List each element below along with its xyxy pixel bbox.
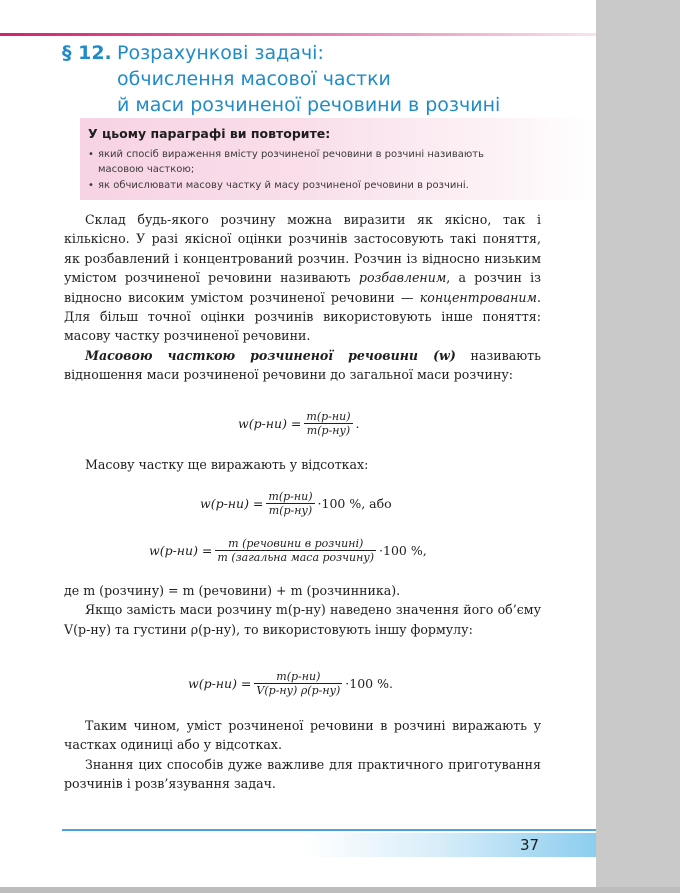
formula-2-denominator: m(р-ну) (268, 504, 313, 517)
paragraph-4-5 (64, 581, 541, 639)
heading-line-3: й маси розчиненої речовини в розчині (117, 94, 501, 116)
footer-band (62, 833, 596, 857)
formula-1-denominator: m(р-ну) (306, 424, 351, 437)
review-box (80, 118, 596, 200)
term-dilute: розбавленим (358, 270, 447, 286)
review-item-1 (88, 147, 548, 177)
formula-volume-density (188, 670, 393, 697)
formula-4-fraction (254, 670, 342, 697)
formula-4-denominator: V(р-ну) ρ(р-ну) (256, 684, 341, 697)
review-box-title: У цьому параграфі ви повторите: (88, 126, 331, 141)
heading-line-1: Розрахункові задачі: (117, 42, 324, 64)
formula-3-fraction (215, 537, 376, 564)
formula-1-fraction (304, 410, 352, 437)
formula-2-tail: ·100 %, або (317, 496, 392, 511)
review-item-1-line-2: масовою часткою; (98, 164, 195, 175)
p2-text: називають відношення маси розчиненої речовини до загальної маси розчину: (64, 347, 541, 383)
paragraph-3 (64, 455, 541, 474)
header-accent-line (0, 33, 596, 36)
formula-3-tail: ·100 %, (379, 543, 427, 558)
formula-1-lhs: w(р-ни) = (238, 416, 302, 431)
p6-text: Таким чином, уміст розчиненої речовини в розчині виражають у частках одиниці або у відсотках. (64, 718, 541, 753)
page-number: 37 (520, 836, 540, 854)
formula-percent-words (149, 537, 427, 564)
p1-text-2: , а розчин із відносно високим умістом розчиненої речовини — (64, 270, 541, 305)
p5-text: Якщо замість маси розчину m(р-ну) наведено значення його об’єму V(р-ну) та густини ρ(р-ну), то використовують іншу формулу: (64, 602, 541, 637)
formula-4-tail: ·100 %. (345, 676, 393, 691)
formula-2-numerator: m(р-ни) (268, 490, 313, 503)
p1-text-3: . Для більш точної оцінки розчинів використовують інше поняття: масову частку розчиненої речовини. (64, 289, 541, 344)
section-number: § 12. (62, 42, 112, 64)
heading-line-2: обчислення масової частки (117, 68, 391, 90)
formula-4-numerator: m(р-ни) (276, 670, 321, 683)
p3-text: Масову частку ще виражають у відсотках: (85, 457, 369, 472)
formula-2-fraction (266, 490, 314, 517)
review-item-2 (88, 178, 548, 193)
review-item-1-line-1: який спосіб вираження вмісту розчиненої речовини в розчині називають (98, 149, 484, 160)
bullet-icon: • (88, 149, 94, 160)
paragraph-6-7 (64, 716, 541, 794)
formula-4-lhs: w(р-ни) = (188, 676, 252, 691)
page-bottom-edge (0, 887, 680, 893)
formula-3-numerator: m (речовини в розчині) (228, 537, 364, 550)
formula-3-lhs: w(р-ни) = (149, 543, 213, 558)
formula-3-denominator: m (загальна маса розчину) (217, 551, 375, 564)
formula-percent (200, 490, 392, 517)
page-side-margin (596, 0, 680, 893)
p4-text: де m (розчину) = m (речовини) + m (розчинника). (64, 583, 401, 598)
formula-1-numerator: m(р-ни) (306, 410, 351, 423)
formula-1-tail: . (355, 416, 360, 431)
review-item-2-line-1: як обчислювати масову частку й масу розчиненої речовини в розчині. (98, 180, 469, 191)
footer-line (62, 829, 596, 831)
term-concentrated: концентрованим (419, 289, 537, 305)
formula-2-lhs: w(р-ни) = (200, 496, 264, 511)
term-mass-fraction: Масовою часткою розчиненої речовини (w) (85, 347, 456, 363)
bullet-icon: • (88, 180, 94, 191)
paragraph-1 (64, 210, 541, 385)
formula-mass-fraction (238, 410, 360, 437)
p1-text-1: Склад будь-якого розчину можна виразити як якісно, так і кількісно. У разі якісної оцінки розчинів застосовують такі поняття, як розбавлений і концентрований розчин. Розчин із відносно низьким умістом розчиненої речовини називають (64, 212, 541, 286)
p7-text: Знання цих способів дуже важливе для практичного приготування розчинів і розв’язування задач. (64, 756, 541, 792)
